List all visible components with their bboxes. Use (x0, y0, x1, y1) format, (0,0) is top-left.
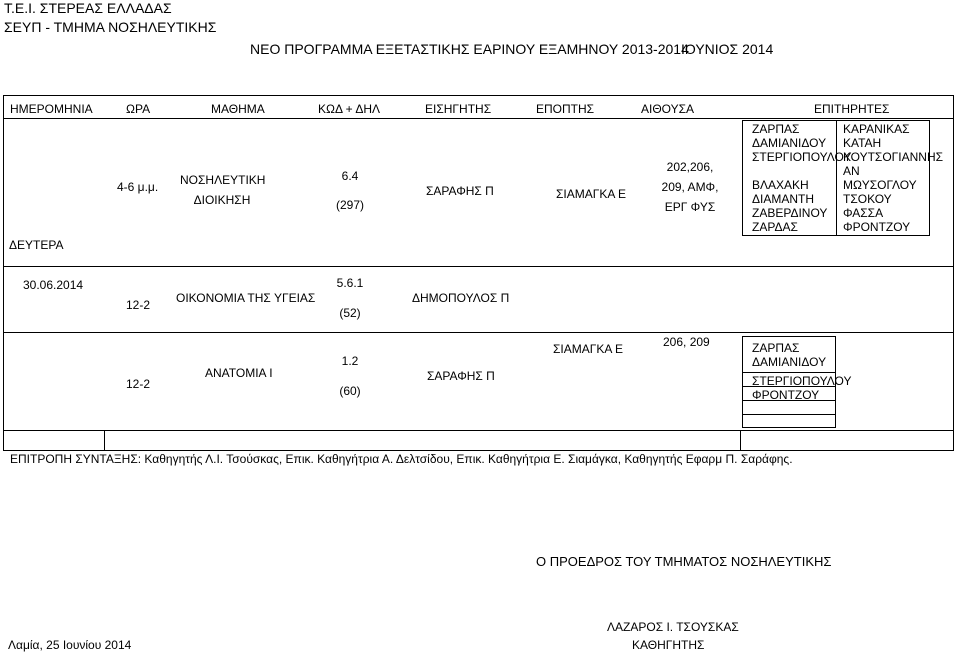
grid-bottom-border (3, 450, 954, 451)
row1-invig-left-7: ΖΑΒΕΡΔΙΝΟΥ (752, 206, 828, 220)
col-supervisor-header: ΕΠΟΠΤΗΣ (536, 102, 595, 116)
row1-invig-right-5: ΜΩΥΣΟΓΛΟΥ (843, 178, 917, 192)
col-date-header: ΗΜΕΡΟΜΗΝΙΑ (10, 102, 93, 116)
col-code-header: ΚΩΔ + ΔΗΛ (318, 102, 381, 116)
col-invigilators-header: ΕΠΙΤΗΡΗΤΕΣ (814, 102, 890, 116)
col-time-header: ΩΡΑ (126, 102, 151, 116)
day-label: ΔΕΥΤΕΡΑ (9, 238, 64, 252)
row3-invig-2: ΔΑΜΙΑΝΙΔΟΥ (752, 355, 827, 369)
row3-invig-3: ΣΤΕΡΓΙΟΠΟΥΛΟΥ (752, 374, 852, 388)
institution-name: Τ.Ε.Ι. ΣΤΕΡΕΑΣ ΕΛΛΑΔΑΣ (4, 0, 172, 16)
row3-supervisor: ΣΙΑΜΑΓΚΑ Ε (553, 342, 624, 356)
row1-invig-left-6: ΔΙΑΜΑΝΤΗ (752, 192, 815, 206)
row2-course: ΟΙΚΟΝΟΜΙΑ ΤΗΣ ΥΓΕΙΑΣ (176, 291, 316, 305)
row1-room-line1: 202,206, (666, 160, 714, 174)
row3-invig-4: ΦΡΟΝΤΖΟΥ (752, 388, 820, 402)
grid-hline-3 (3, 430, 954, 431)
row1-invig-left-8: ΖΑΡΔΑΣ (752, 220, 798, 234)
row1-invigilators-divider (836, 120, 837, 236)
row1-invig-left-5: ΒΛΑΧΑΚΗ (752, 178, 809, 192)
row1-invig-right-8: ΦΡΟΝΤΖΟΥ (843, 220, 911, 234)
grid-bottom-divider-1 (104, 430, 105, 450)
row1-invig-right-2: ΚΑΤΑΗ (843, 136, 882, 150)
row3-code: 1.2 (341, 354, 359, 368)
row2-instructor: ΔΗΜΟΠΟΥΛΟΣ Π (412, 291, 510, 305)
program-title: ΝΕΟ ΠΡΟΓΡΑΜΜΑ ΕΞΕΤΑΣΤΙΚΗΣ ΕΑΡΙΝΟΥ ΕΞΑΜΗΝΟΥ 2013-2014 (250, 41, 689, 57)
signer-name: ΛΑΖΑΡΟΣ Ι. ΤΣΟΥΣΚΑΣ (607, 620, 739, 634)
row1-supervisor: ΣΙΑΜΑΓΚΑ Ε (556, 187, 627, 201)
grid-right-border (953, 119, 954, 451)
row3-invig-1: ΖΑΡΠΑΣ (752, 341, 800, 355)
row1-invig-left-2: ΔΑΜΙΑΝΙΔΟΥ (752, 136, 827, 150)
place-date: Λαμία, 25 Ιουνίου 2014 (8, 638, 132, 652)
row1-count: (297) (335, 198, 364, 212)
grid-hline-1 (3, 266, 954, 267)
row3-instructor: ΣΑΡΑΦΗΣ Π (427, 369, 495, 383)
row2-time: 12-2 (126, 298, 151, 312)
row1-room-line2: 209, ΑΜΦ, (661, 180, 719, 194)
grid-left-border (3, 119, 4, 451)
col-room-header: ΑΙΘΟΥΣΑ (641, 102, 695, 116)
row3-course: ΑΝΑΤΟΜΙΑ Ι (205, 366, 273, 380)
program-month: ΙΟΥΝΙΟΣ 2014 (681, 41, 774, 57)
row1-invig-left-1: ΖΑΡΠΑΣ (752, 122, 800, 136)
row1-invig-right-7: ΦΑΣΣΑ (843, 206, 884, 220)
row1-instructor: ΣΑΡΑΦΗΣ Π (426, 184, 494, 198)
row3-invig-hline-4 (742, 414, 836, 415)
exam-date: 30.06.2014 (23, 278, 84, 292)
row1-code: 6.4 (341, 169, 359, 183)
committee-note: ΕΠΙΤΡΟΠΗ ΣΥΝΤΑΞΗΣ: Καθηγητής Λ.Ι. Τσούσκας, Επικ. Καθηγήτρια Α. Δελτσίδου, Επικ. Καθηγήτρια Ε. Σιαμάγκα, Καθηγητής Εφαρμ Π. Σαράφης. (10, 452, 793, 466)
row3-count: (60) (339, 384, 361, 398)
grid-bottom-divider-2 (740, 430, 741, 450)
grid-hline-2 (3, 332, 954, 333)
row3-room: 206, 209 (663, 335, 710, 349)
row1-course-line1: ΝΟΣΗΛΕΥΤΙΚΗ (180, 173, 266, 187)
signer-title: ΚΑΘΗΓΗΤΗΣ (632, 638, 705, 652)
row1-time: 4-6 μ.μ. (117, 180, 159, 194)
row1-invig-right-3: ΚΟΥΤΣΟΓΙΑΝΝΗΣ (843, 150, 944, 164)
row1-room-line3: ΕΡΓ ΦΥΣ (664, 200, 716, 214)
row3-invig-hline-1 (742, 372, 836, 373)
row1-invig-left-3: ΣΤΕΡΓΙΟΠΟΥΛΟΥ (752, 150, 852, 164)
row1-invig-right-1: ΚΑΡΑΝΙΚΑΣ (843, 122, 910, 136)
department-name: ΣΕΥΠ - ΤΜΗΜΑ ΝΟΣΗΛΕΥΤΙΚΗΣ (4, 19, 217, 35)
chair-title: Ο ΠΡΟΕΔΡΟΣ ΤΟΥ ΤΜΗΜΑΤΟΣ ΝΟΣΗΛΕΥΤΙΚΗΣ (536, 554, 832, 569)
col-instructor-header: ΕΙΣΗΓΗΤΗΣ (425, 102, 492, 116)
row1-course-line2: ΔΙΟΙΚΗΣΗ (193, 193, 251, 207)
row1-invig-right-4: ΑΝ (843, 164, 860, 178)
row2-code: 5.6.1 (336, 276, 364, 290)
row2-count: (52) (339, 306, 361, 320)
row1-invig-right-6: ΤΣΟΚΟΥ (843, 192, 892, 206)
col-course-header: ΜΑΘΗΜΑ (211, 102, 265, 116)
row3-time: 12-2 (126, 377, 151, 391)
